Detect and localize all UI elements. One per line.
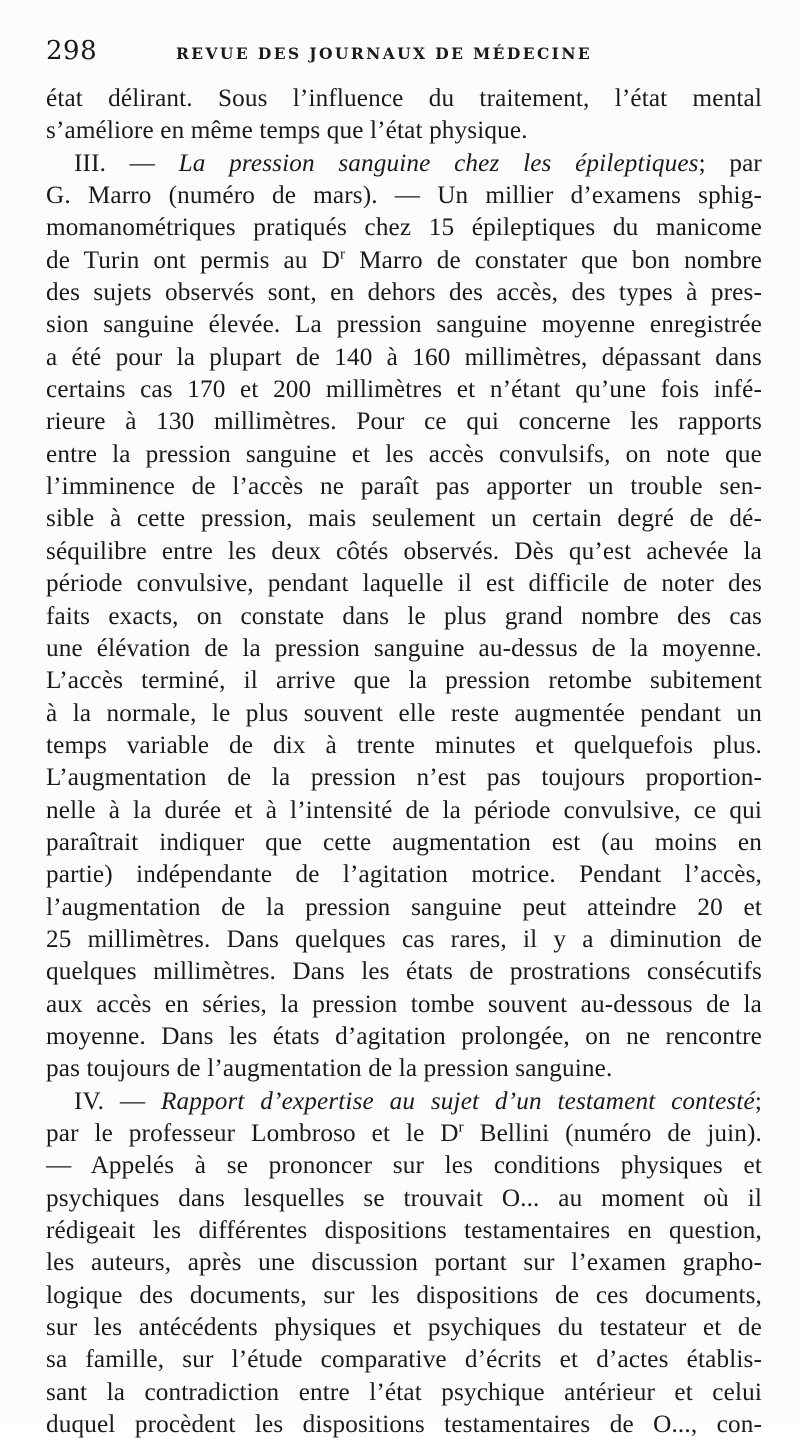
text-line: logique des documents, sur les dispositions de ces documents, [46,1281,762,1309]
text-line: L’accès terminé, il arrive que la pression retombe subitement [46,667,762,695]
text-line: sion sanguine élevée. La pression sanguine moyenne enregistrée [46,311,762,339]
text-segment: de Turin ont permis au D [46,246,340,274]
text-line: sible à cette pression, mais seulement un certain degré de dé- [46,505,762,533]
text-line: l’imminence de l’accès ne paraît pas apporter un trouble sen- [46,473,762,501]
section-heading-line [46,1086,762,1118]
superscript: r [339,246,346,263]
text-line: faits exacts, on constate dans le plus grand nombre des cas [46,602,762,630]
text-line: certains cas 170 et 200 millimètres et n’étant qu’une fois infé- [46,376,762,404]
text-line: aux accès en séries, la pression tombe souvent au-dessous de la [46,990,762,1018]
text-line: a été pour la plupart de 140 à 160 millimètres, dépassant dans [46,343,762,371]
section-heading-tail: ; [754,1087,762,1115]
text-line: quelques millimètres. Dans les états de prostrations consécutifs [46,958,762,986]
text-line: nelle à la durée et à l’intensité de la période convulsive, ce qui [46,796,762,824]
text-line: duquel procèdent les dispositions testamentaires de O..., con- [46,1411,762,1439]
text-line: l’augmentation de la pression sanguine peut atteindre 20 et [46,893,762,921]
text-line: momanométriques pratiqués chez 15 épileptiques du manicome [46,214,762,242]
text-line: partie) indépendante de l’agitation motrice. Pendant l’accès, [46,861,762,889]
text-line: sur les antécédents physiques et psychiques du testateur et de [46,1314,762,1342]
article-body [46,83,762,1441]
text-line: psychiques dans lesquelles se trouvait O... au moment où il [46,1184,762,1212]
text-line: rieure à 130 millimètres. Pour ce qui concerne les rapports [46,408,762,436]
text-segment: Bellini (numéro de juin). [463,1120,762,1147]
text-line: une élévation de la pression sanguine au-dessus de la moyenne. [46,634,762,662]
text-line: moyenne. Dans les états d’agitation prolongée, on ne rencontre [46,1022,762,1050]
text-line: temps variable de dix à trente minutes et quelquefois plus. [46,731,762,759]
text-line: période convulsive, pendant laquelle il est difficile de noter des [46,570,762,598]
text-line: — Appelés à se prononcer sur les conditions physiques et [46,1152,762,1180]
section-title: La pression sanguine chez les épileptiques [178,149,699,177]
text-segment: Marro de constater que bon nombre [345,246,762,274]
text-line: 25 millimètres. Dans quelques cas rares, il y a diminution de [46,925,762,953]
running-title: REVUE DES JOURNAUX DE MÉDECINE [176,44,593,63]
text-line: sant la contradiction entre l’état psychique antérieur et celui [46,1378,762,1406]
text-line: séquilibre entre les deux côtés observés. Dès qu’est achevée la [46,537,762,565]
text-segment: par le professeur Lombroso et le D [46,1120,459,1147]
text-line: pas toujours de l’augmentation de la pression sanguine. [46,1055,613,1083]
page-number: 298 [46,36,98,66]
text-line: des sujets observés sont, en dehors des accès, des types à pres- [46,279,762,307]
text-line [46,245,762,277]
page-header [46,36,756,76]
text-line: sa famille, sur l’étude comparative d’écrits et d’actes établis- [46,1346,762,1374]
text-line: G. Marro (numéro de mars). — Un millier d’examens sphig- [46,182,762,210]
text-line: les auteurs, après une discussion portant sur l’examen grapho- [46,1249,762,1277]
text-line: entre la pression sanguine et les accès convulsifs, on note que [46,440,762,468]
text-line: à la normale, le plus souvent elle reste augmentée pendant un [46,699,762,727]
section-number: IV. — [74,1087,161,1115]
text-line: rédigeait les différentes dispositions testamentaires en question, [46,1217,762,1245]
text-line [46,1118,762,1150]
superscript: r [458,1119,464,1136]
section-heading-line [46,148,762,180]
text-line: s’améliore en même temps que l’état physique. [46,117,528,145]
text-line: état délirant. Sous l’influence du traitement, l’état mental [46,85,762,112]
section-title: Rapport d’expertise au sujet d’un testament contesté [160,1087,755,1115]
section-heading-tail: ; par [698,149,762,177]
text-line: paraîtrait indiquer que cette augmentation est (au moins en [46,828,762,856]
section-number: III. — [74,149,179,177]
text-line: L’augmentation de la pression n’est pas toujours proportion- [46,764,762,792]
